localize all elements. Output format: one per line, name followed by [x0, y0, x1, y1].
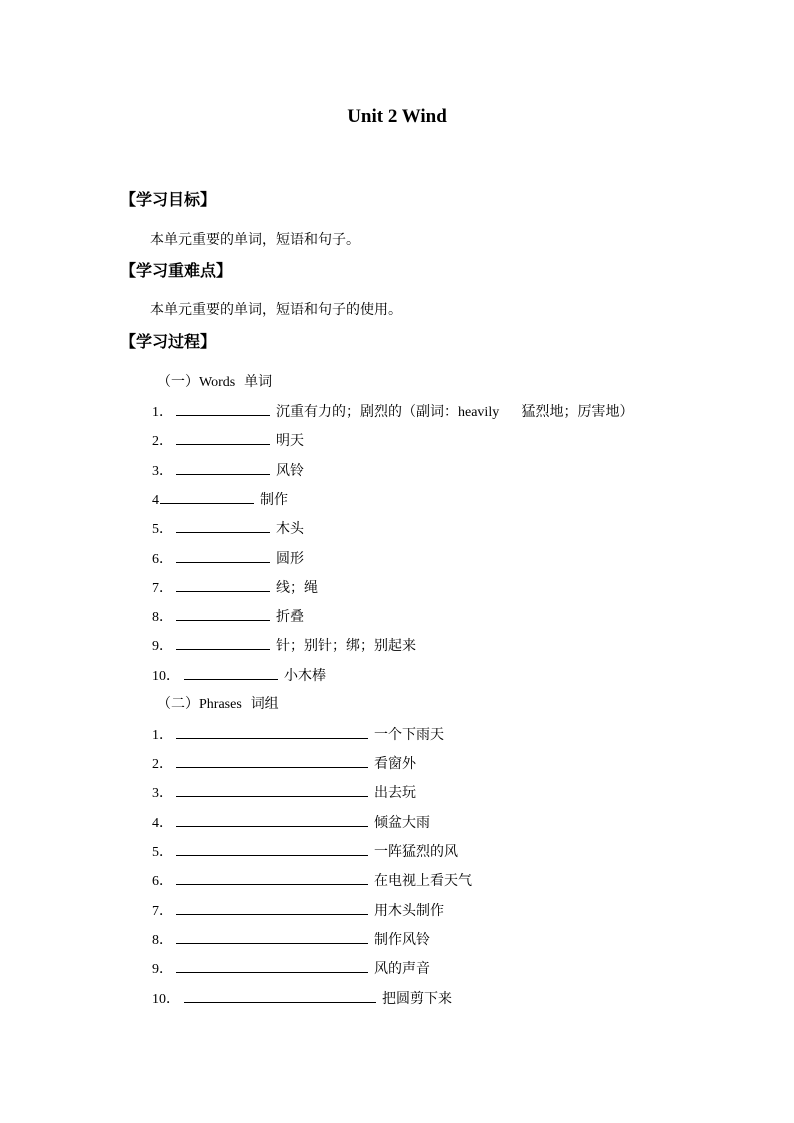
word-item-number: 1． [152, 405, 173, 420]
word-answer-blank[interactable] [160, 488, 254, 504]
phrase-item [152, 840, 458, 862]
word-answer-blank[interactable] [176, 517, 270, 533]
word-item-number: 9． [152, 639, 173, 654]
word-item-number: 8． [152, 610, 173, 625]
word-item-meaning: 明天 [276, 433, 304, 449]
phrase-item-number: 8． [152, 933, 173, 948]
word-answer-blank[interactable] [176, 634, 270, 650]
words-label-prefix: （一） [157, 374, 199, 390]
word-item-number: 5． [152, 522, 173, 537]
phrase-item [152, 869, 472, 891]
word-item-number: 7． [152, 581, 173, 596]
word-item [152, 517, 304, 539]
word-answer-blank[interactable] [176, 576, 270, 592]
word-item-number: 4 [152, 493, 159, 508]
word-item [152, 664, 326, 686]
word-item-meaning: 小木棒 [284, 668, 326, 684]
phrase-answer-blank[interactable] [176, 899, 368, 915]
process-heading: 【学习过程】 [120, 332, 217, 351]
phrases-label-cn: 词组 [250, 696, 279, 712]
key-points-text: 本单元重要的单词，短语和句子的使用。 [150, 302, 402, 318]
phrases-label-prefix: （二） [157, 696, 199, 712]
word-item-meaning: 制作 [260, 492, 288, 508]
phrase-item-number: 6． [152, 874, 173, 889]
phrase-item [152, 987, 452, 1009]
word-item [152, 488, 288, 510]
words-label-cn: 单词 [244, 374, 273, 390]
word-item-meaning: 木头 [276, 521, 304, 537]
phrase-item [152, 752, 416, 774]
phrase-item-meaning: 用木头制作 [374, 903, 444, 919]
word-item-number: 2． [152, 434, 173, 449]
phrase-item [152, 928, 430, 950]
word-item-number: 3． [152, 464, 173, 479]
phrase-item-meaning: 一阵猛烈的风 [374, 844, 458, 860]
phrases-section-label [157, 693, 279, 716]
phrase-item [152, 957, 430, 979]
word-item [152, 576, 318, 598]
word-item-meaning: 针；别针；绑；别起来 [276, 638, 416, 654]
word-meaning-english: heavily [458, 405, 500, 420]
phrase-item-meaning: 出去玩 [374, 785, 416, 801]
goals-heading: 【学习目标】 [120, 190, 217, 209]
word-item-meaning: 圆形 [276, 551, 304, 567]
phrase-item-meaning: 倾盆大雨 [374, 815, 430, 831]
phrase-answer-blank[interactable] [176, 723, 368, 739]
word-answer-blank[interactable] [176, 429, 270, 445]
word-item-number: 6． [152, 552, 173, 567]
phrase-answer-blank[interactable] [176, 869, 368, 885]
word-item [152, 400, 633, 422]
phrase-item-number: 3． [152, 786, 173, 801]
word-answer-blank[interactable] [176, 547, 270, 563]
word-answer-blank[interactable] [184, 664, 278, 680]
phrase-item-meaning: 制作风铃 [374, 932, 430, 948]
phrase-item-meaning: 在电视上看天气 [374, 873, 472, 889]
word-item [152, 459, 304, 481]
word-answer-blank[interactable] [176, 459, 270, 475]
phrases-label-en: Phrases [199, 697, 242, 712]
phrase-answer-blank[interactable] [176, 752, 368, 768]
phrase-answer-blank[interactable] [176, 957, 368, 973]
word-item [152, 634, 416, 656]
word-answer-blank[interactable] [176, 400, 270, 416]
phrase-item-number: 7． [152, 904, 173, 919]
phrase-answer-blank[interactable] [176, 840, 368, 856]
key-points-heading: 【学习重难点】 [120, 261, 233, 280]
word-item-meaning [276, 401, 633, 424]
phrase-answer-blank[interactable] [184, 987, 376, 1003]
phrase-answer-blank[interactable] [176, 928, 368, 944]
word-meaning-part: 猛烈地；厉害地） [521, 404, 634, 420]
word-item [152, 429, 304, 451]
phrase-answer-blank[interactable] [176, 811, 368, 827]
phrase-item-meaning: 一个下雨天 [374, 727, 444, 743]
word-item [152, 547, 304, 569]
phrase-item [152, 723, 444, 745]
word-answer-blank[interactable] [176, 605, 270, 621]
phrase-item-number: 1． [152, 728, 173, 743]
word-item [152, 605, 304, 627]
word-item-meaning: 风铃 [276, 463, 304, 479]
phrase-item-meaning: 看窗外 [374, 756, 416, 772]
phrase-item-number: 10． [152, 992, 180, 1007]
goals-text: 本单元重要的单词，短语和句子。 [150, 232, 360, 248]
phrase-item-meaning: 风的声音 [374, 961, 430, 977]
word-item-meaning: 折叠 [276, 609, 304, 625]
phrase-item [152, 811, 430, 833]
word-meaning-part: 沉重有力的；剧烈的（副词： [276, 404, 458, 420]
word-item-number: 10． [152, 669, 180, 684]
phrase-item-number: 2． [152, 757, 173, 772]
phrase-item-meaning: 把圆剪下来 [382, 991, 452, 1007]
words-section-label [157, 371, 272, 394]
words-label-en: Words [199, 375, 236, 390]
phrase-item [152, 899, 444, 921]
phrase-item-number: 4． [152, 816, 173, 831]
phrase-item-number: 9． [152, 962, 173, 977]
phrase-answer-blank[interactable] [176, 781, 368, 797]
document-title: Unit 2 Wind [347, 106, 447, 127]
phrase-item-number: 5． [152, 845, 173, 860]
phrase-item [152, 781, 416, 803]
word-item-meaning: 线；绳 [276, 580, 318, 596]
